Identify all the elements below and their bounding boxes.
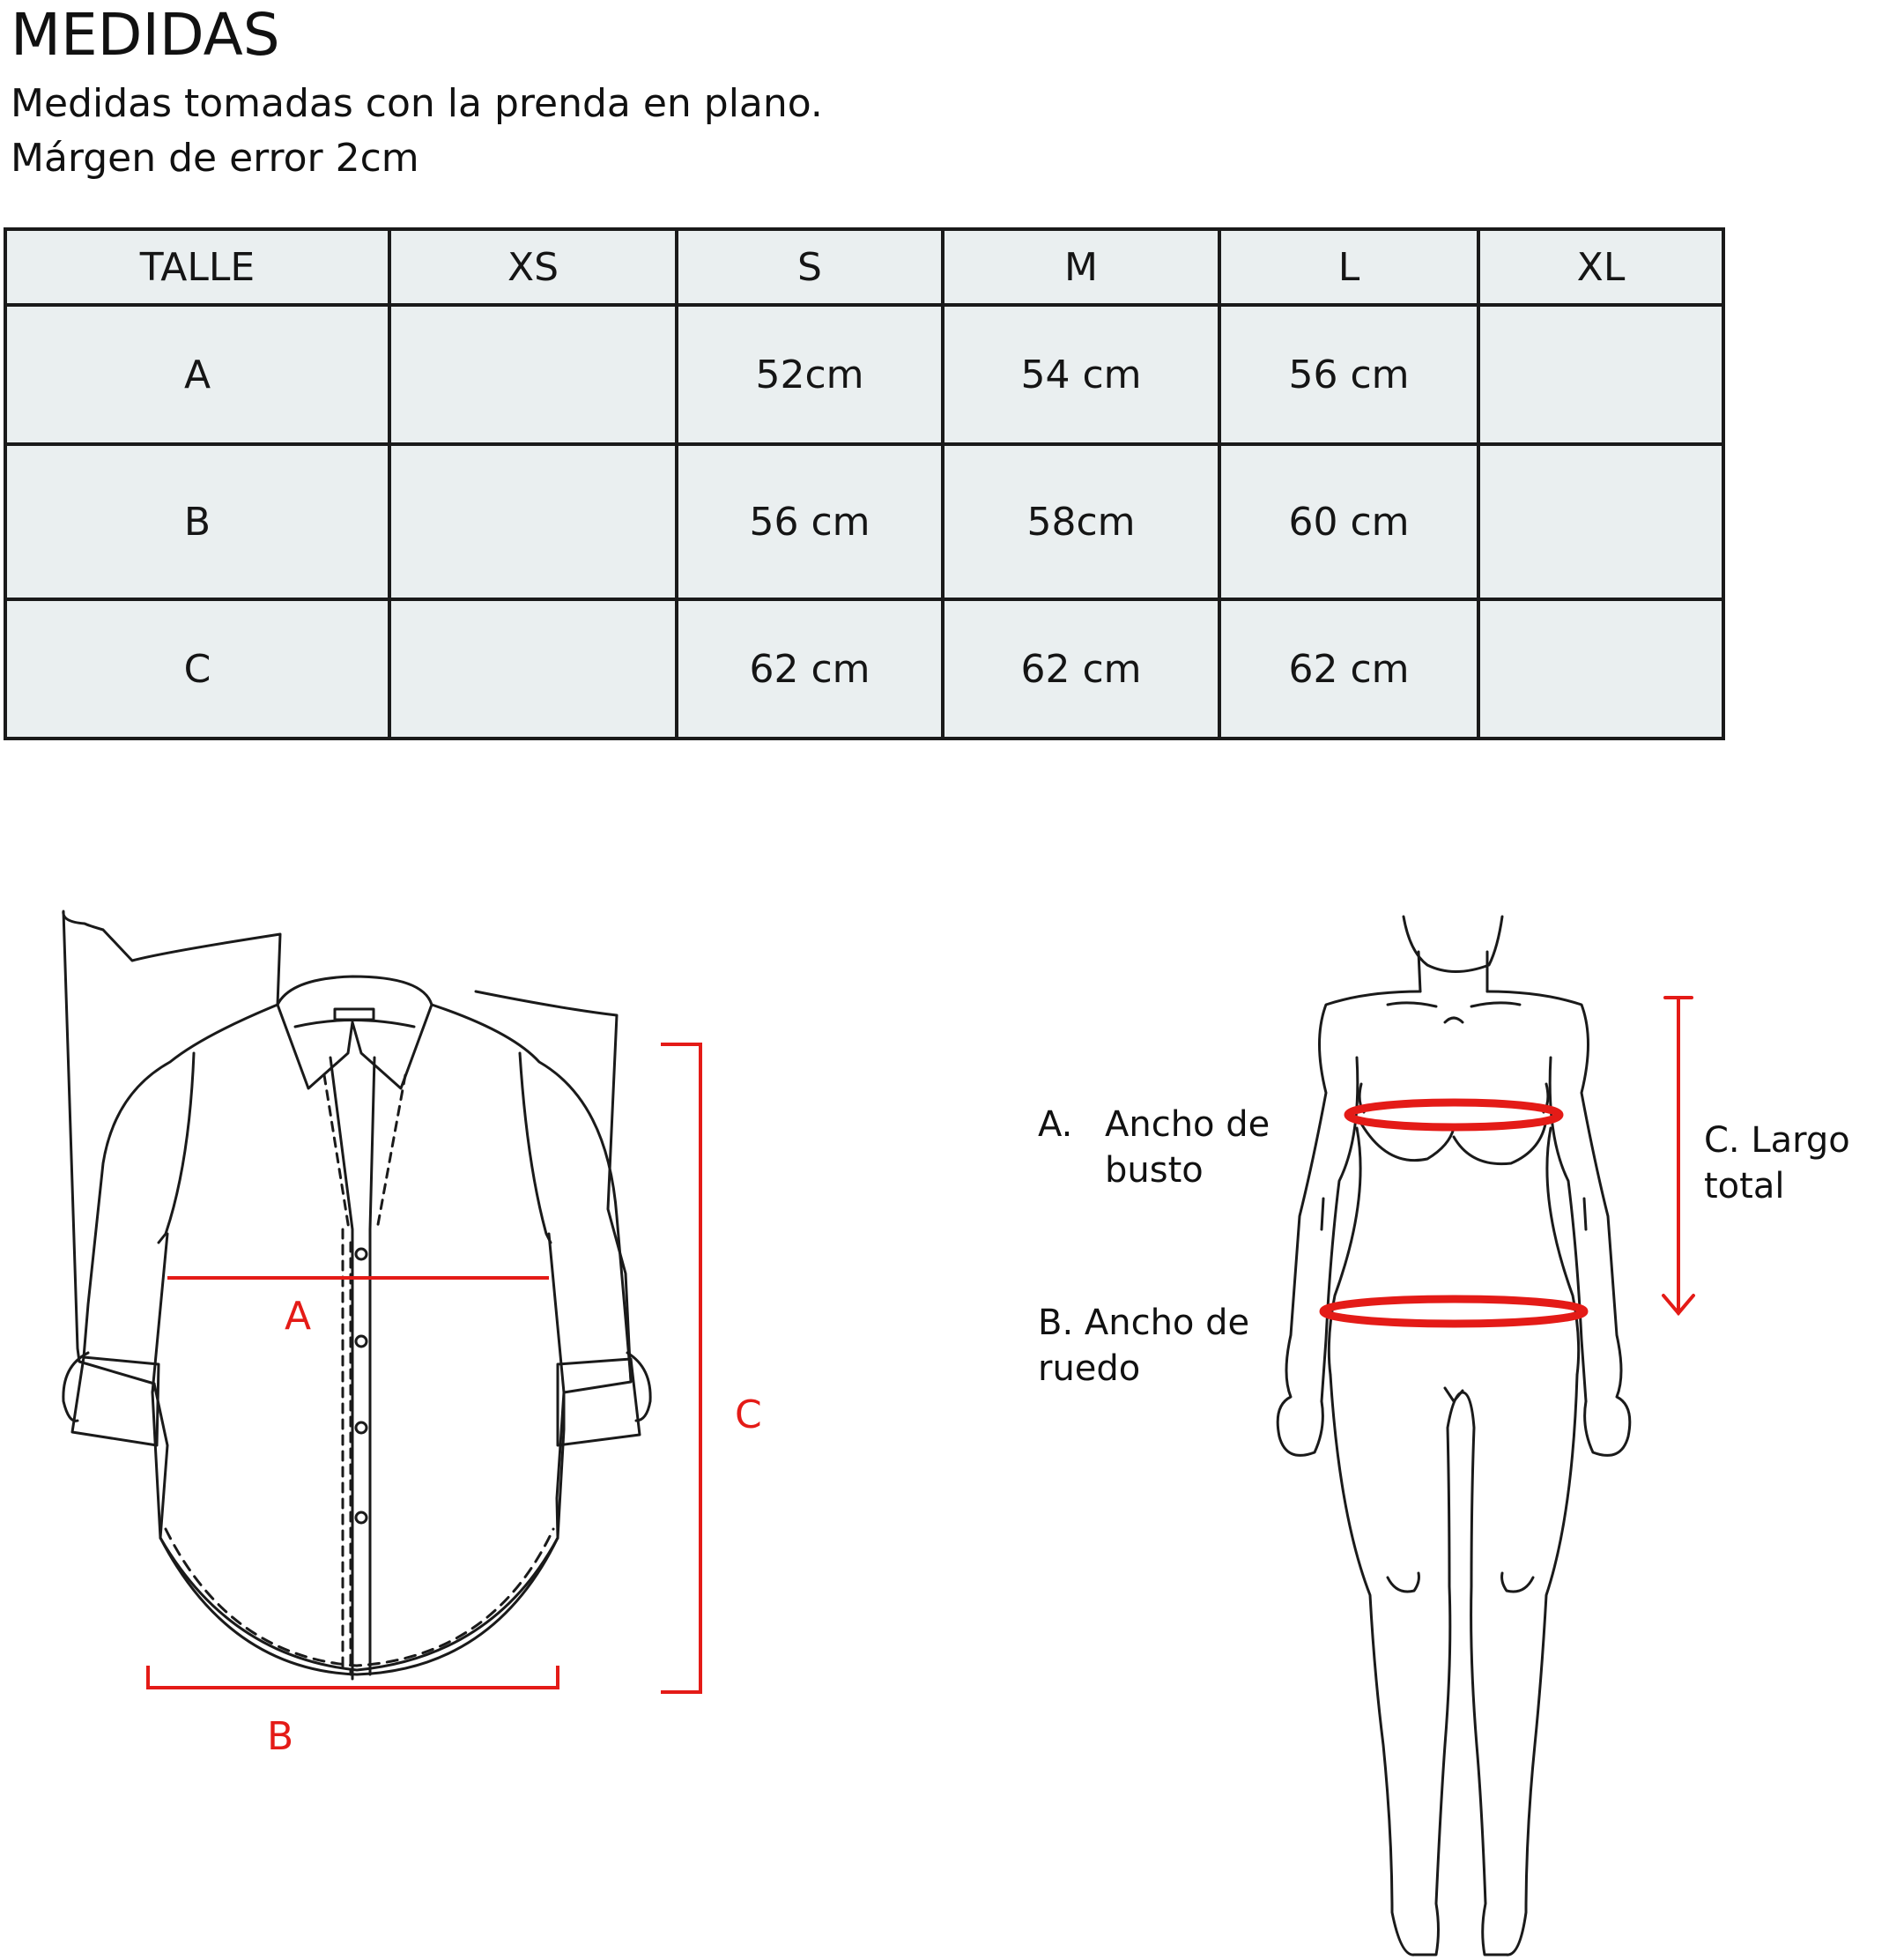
column-header-m: M <box>943 229 1219 305</box>
legend-c-line1: C. Largo <box>1704 1120 1850 1161</box>
table-cell-a-s: 52cm <box>677 305 943 444</box>
shirt-illustration <box>63 911 650 1679</box>
shirt-measure-c-bracket <box>661 1044 700 1692</box>
table-cell-b-l: 60 cm <box>1219 444 1478 599</box>
page-title: MEDIDAS <box>11 1 280 69</box>
body-illustration <box>1278 917 1630 1955</box>
subtitle-measure-method: Medidas tomadas con la prenda en plano. <box>11 81 823 126</box>
column-header-xl: XL <box>1478 229 1723 305</box>
table-cell-a-l: 56 cm <box>1219 305 1478 444</box>
length-arrow <box>1663 998 1693 1313</box>
legend-b-line2: ruedo <box>1038 1348 1141 1389</box>
row-label-a: A <box>5 305 389 444</box>
legend-b-line1: B. Ancho de <box>1038 1303 1250 1343</box>
subtitle-error-margin: Márgen de error 2cm <box>11 136 419 181</box>
column-header-xs: XS <box>389 229 677 305</box>
table-cell-b-m: 58cm <box>943 444 1219 599</box>
table-cell-c-m: 62 cm <box>943 599 1219 739</box>
shirt-label-c: C <box>735 1392 762 1437</box>
legend-a-line2: busto <box>1105 1150 1204 1191</box>
row-label-b: B <box>5 444 389 599</box>
legend-a-line1: Ancho de <box>1105 1104 1270 1145</box>
column-header-talle: TALLE <box>5 229 389 305</box>
row-label-c: C <box>5 599 389 739</box>
shirt-measure-lines <box>148 1044 700 1692</box>
table-cell-a-m: 54 cm <box>943 305 1219 444</box>
column-header-s: S <box>677 229 943 305</box>
hem-measure-ring <box>1323 1299 1584 1324</box>
shirt-label-b: B <box>267 1714 294 1759</box>
shirt-label-a: A <box>285 1294 312 1339</box>
legend-c-line2: total <box>1704 1166 1785 1206</box>
bust-measure-ring <box>1348 1102 1559 1127</box>
table-cell-b-s: 56 cm <box>677 444 943 599</box>
table-cell-c-s: 62 cm <box>677 599 943 739</box>
legend-a-letter: A. <box>1038 1104 1073 1145</box>
column-header-l: L <box>1219 229 1478 305</box>
table-cell-c-l: 62 cm <box>1219 599 1478 739</box>
